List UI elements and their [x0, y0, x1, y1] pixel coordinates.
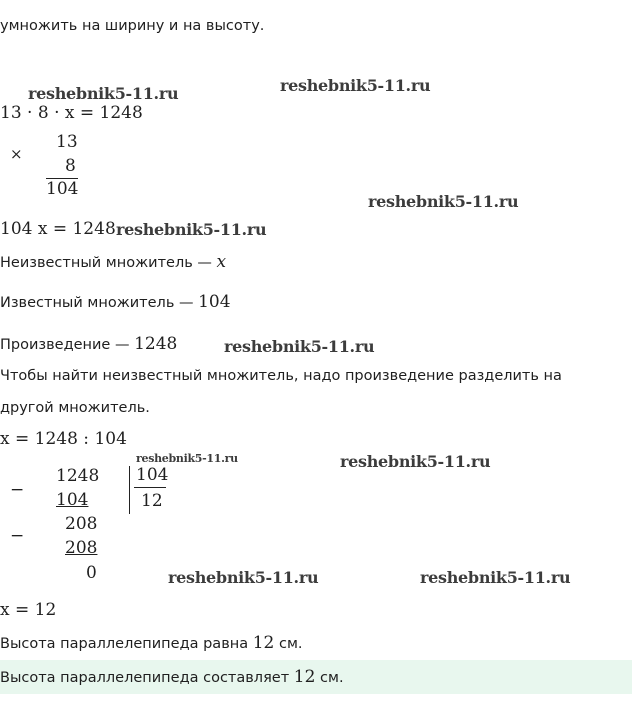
rule-line-2: другой множитель.	[0, 400, 150, 416]
division-bar	[129, 466, 130, 514]
divisor-underline	[134, 487, 166, 488]
answer-text: Высота параллелепипеда составляет	[0, 670, 294, 686]
equation-1: 13 · 8 · x = 1248	[0, 103, 143, 123]
equation-4: x = 12	[0, 600, 57, 620]
known-factor-value: 104	[198, 292, 231, 312]
height-line	[0, 633, 303, 653]
answer-unit: см.	[315, 670, 344, 686]
height-value: 12	[252, 633, 275, 653]
height-text: Высота параллелепипеда равна	[0, 636, 253, 652]
watermark: reshebnik5-11.ru	[168, 568, 319, 587]
multiply-sign: ×	[10, 145, 23, 163]
mult-result: 104	[46, 179, 79, 199]
intro-text: умножить на ширину и на высоту.	[0, 18, 265, 34]
watermark: reshebnik5-11.ru	[368, 192, 519, 211]
watermark: reshebnik5-11.ru	[420, 568, 571, 587]
dividend: 1248	[56, 466, 100, 486]
remainder-1: 208	[65, 514, 98, 534]
mult-factor-b: 8	[65, 156, 76, 176]
height-unit: см.	[274, 636, 303, 652]
equation-2: 104 x = 1248	[0, 219, 116, 239]
watermark: reshebnik5-11.ru	[28, 84, 179, 103]
answer-line	[0, 667, 344, 687]
remainder-2: 0	[86, 563, 97, 583]
quotient: 12	[141, 491, 163, 511]
watermark: reshebnik5-11.ru	[116, 220, 267, 239]
product-line	[0, 334, 177, 354]
unknown-factor-value: x	[216, 252, 227, 272]
watermark: reshebnik5-11.ru	[224, 337, 375, 356]
unknown-factor-line	[0, 252, 226, 272]
division-minus-2: −	[10, 526, 25, 546]
known-factor-label: Известный множитель —	[0, 295, 199, 311]
divisor: 104	[136, 465, 169, 485]
answer-value: 12	[293, 667, 316, 687]
watermark-small: reshebnik5-11.ru	[136, 452, 238, 465]
division-minus-1: −	[10, 480, 25, 500]
subtrahend-2: 208	[65, 538, 98, 558]
product-value: 1248	[134, 334, 178, 354]
unknown-factor-label: Неизвестный множитель —	[0, 255, 217, 271]
product-label: Произведение —	[0, 337, 135, 353]
watermark: reshebnik5-11.ru	[280, 76, 431, 95]
equation-3: x = 1248 : 104	[0, 429, 127, 449]
known-factor-line	[0, 292, 231, 312]
rule-line-1: Чтобы найти неизвестный множитель, надо произведение разделить на	[0, 368, 562, 384]
mult-factor-a: 13	[56, 132, 78, 152]
subtrahend-1: 104	[56, 490, 89, 510]
watermark: reshebnik5-11.ru	[340, 452, 491, 471]
